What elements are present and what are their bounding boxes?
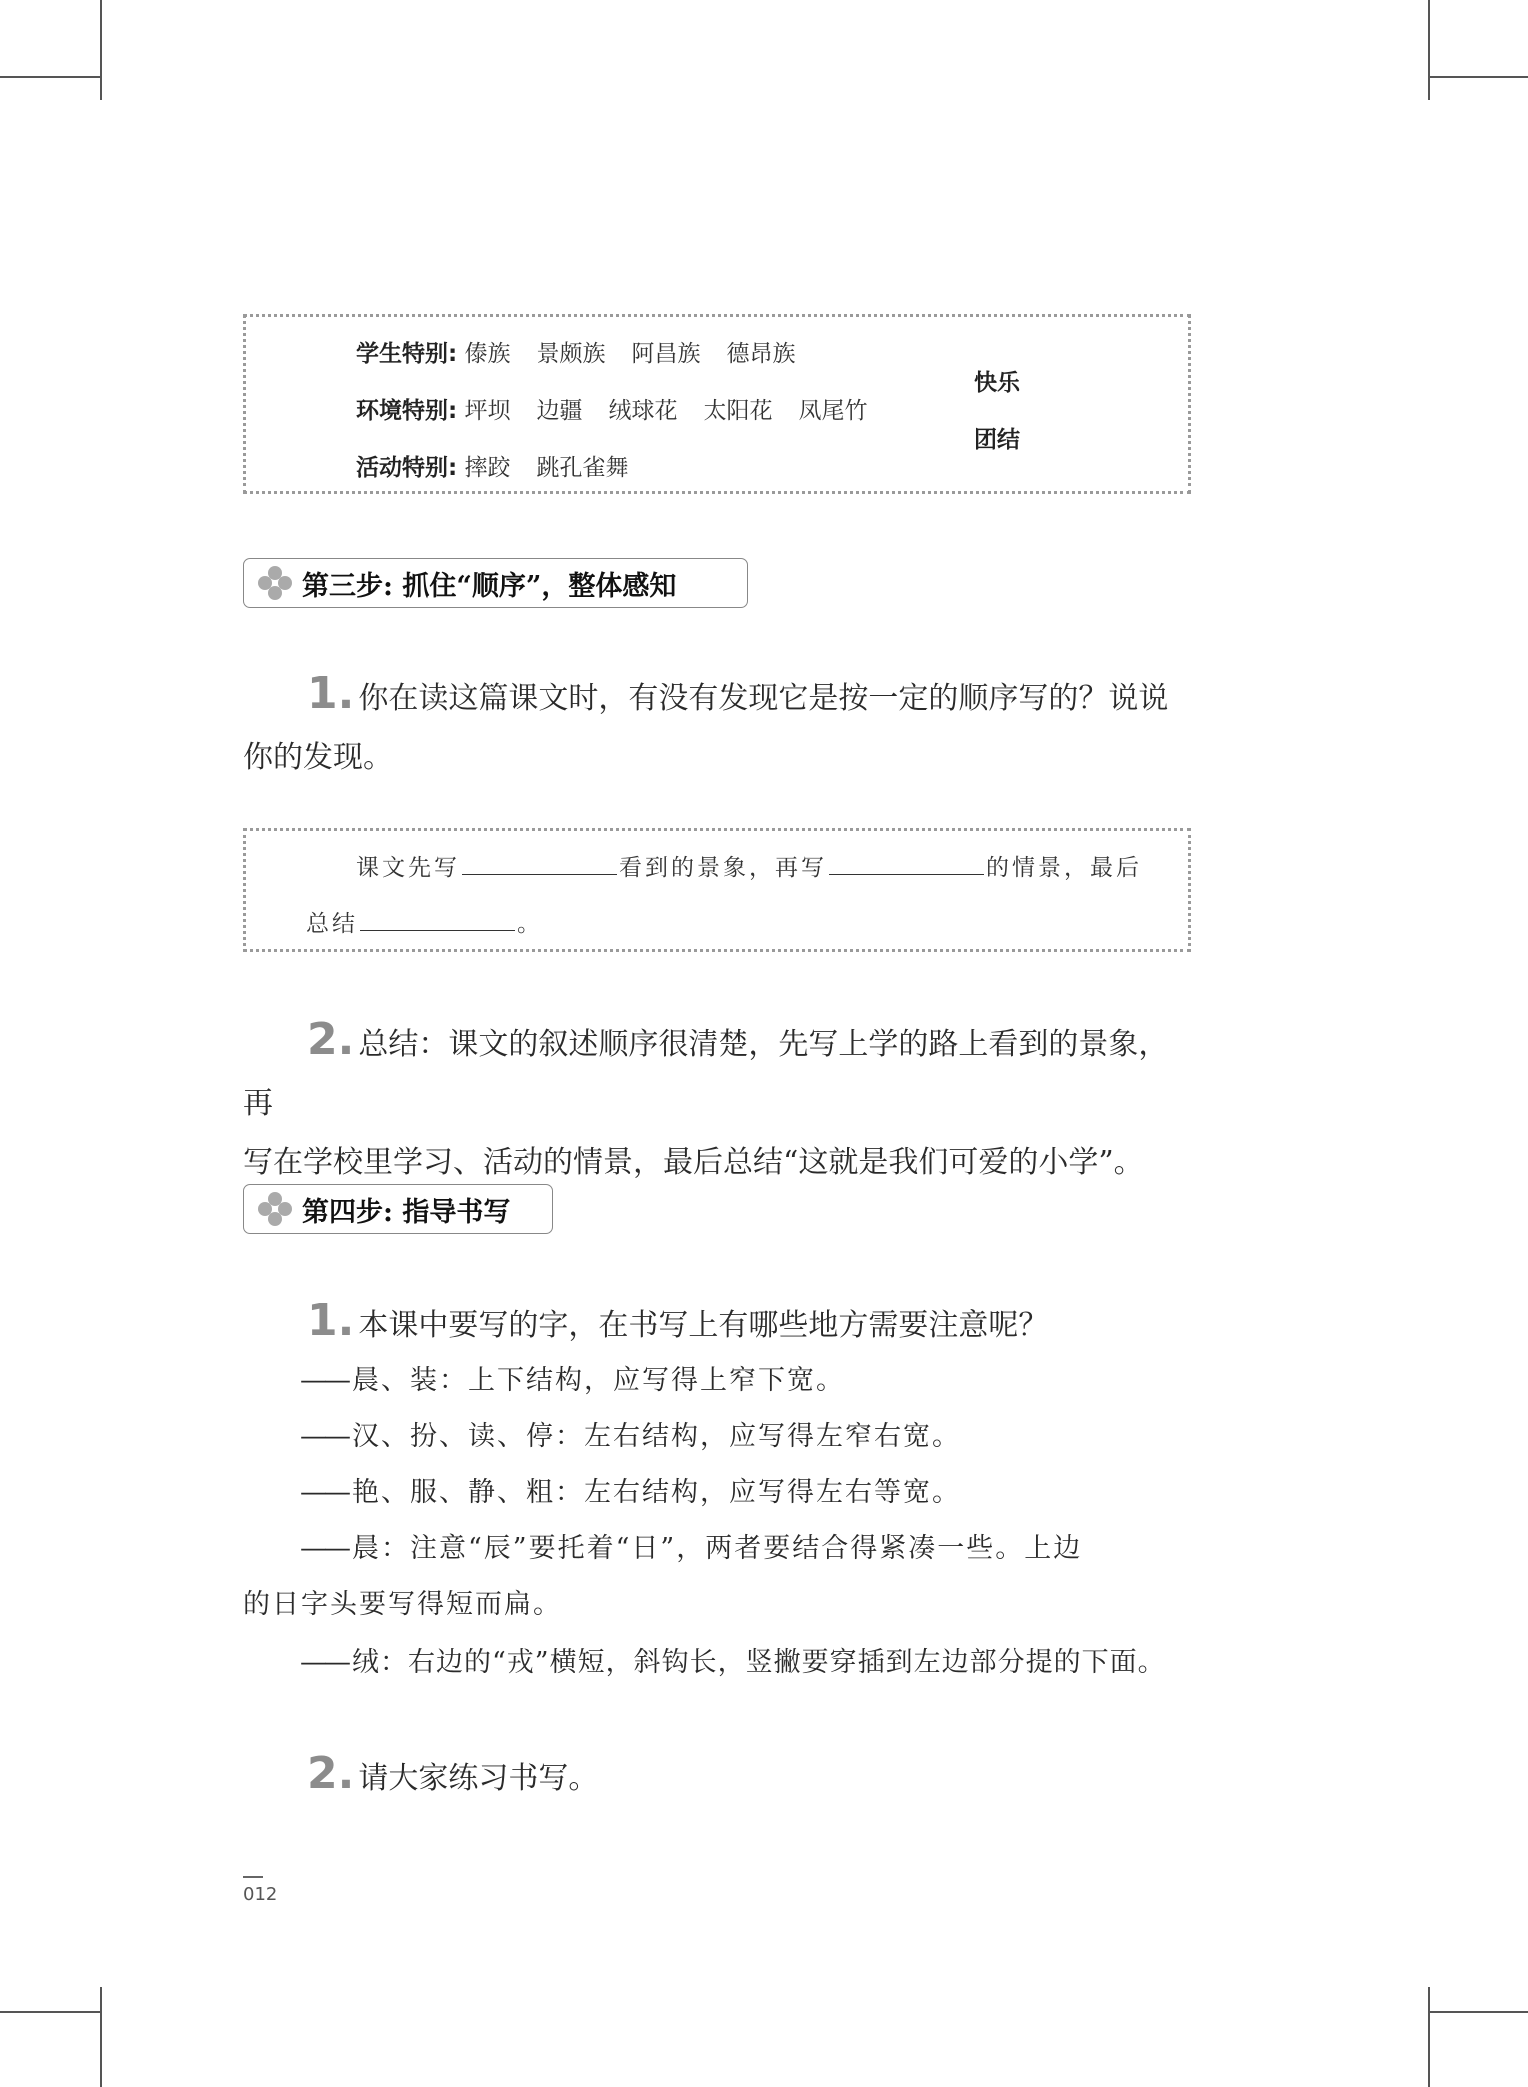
step3-question-2: 2. 总结：课文的叙述顺序很清楚，先写上学的路上看到的景象，再 写在学校里学习、活动的情景，最后总结“这就是我们可爱的小学”。 xyxy=(243,1014,1169,1180)
writing-note: —— 艳、服、静、粗：左右结构，应写得左右等宽。 xyxy=(300,1477,961,1508)
crop-mark xyxy=(1428,2011,1528,2013)
features-box xyxy=(243,314,1191,494)
writing-note: —— 汉、扮、读、停：左右结构，应写得左窄右宽。 xyxy=(300,1421,961,1452)
writing-note-continued: 的日字头要写得短而扁。 xyxy=(243,1589,562,1620)
step3-title: 第三步: 抓住“顺序”，整体感知 xyxy=(302,570,677,602)
step4-question-1: 1. 本课中要写的字，在书写上有哪些地方需要注意呢？ xyxy=(307,1295,1049,1346)
crop-mark xyxy=(100,0,102,100)
page-number-rule xyxy=(243,1876,263,1878)
page-number: 012 xyxy=(243,1884,278,1905)
flower-icon xyxy=(258,1192,292,1226)
fill-in-box xyxy=(243,828,1191,952)
step4-question-2: 2. 请大家练习书写。 xyxy=(307,1748,599,1799)
step4-header xyxy=(243,1184,553,1234)
fill-in-line-2: 总结 。 xyxy=(306,905,543,938)
blank-3[interactable] xyxy=(360,906,515,931)
crop-mark xyxy=(1428,0,1430,100)
step3-header xyxy=(243,558,748,608)
crop-mark xyxy=(1428,76,1528,78)
blank-2[interactable] xyxy=(829,850,984,875)
blank-1[interactable] xyxy=(462,850,617,875)
crop-mark xyxy=(100,1987,102,2087)
feature-row-activities: 活动特别: 摔跤 跳孔雀舞 xyxy=(356,455,629,481)
crop-mark xyxy=(0,2011,100,2013)
feature-row-students: 学生特别: 傣族 景颇族 阿昌族 德昂族 xyxy=(356,341,796,367)
crop-mark xyxy=(1428,1987,1430,2087)
feature-tag-unity: 团结 xyxy=(974,427,1020,453)
flower-icon xyxy=(258,566,292,600)
step3-question-1: 1. 你在读这篇课文时，有没有发现它是按一定的顺序写的？说说 你的发现。 xyxy=(243,668,1169,775)
writing-note: —— 晨、装：上下结构，应写得上窄下宽。 xyxy=(300,1365,845,1396)
writing-note: —— 晨：注意“辰”要托着“日”，两者要结合得紧凑一些。上边 xyxy=(300,1533,1083,1564)
feature-tag-happy: 快乐 xyxy=(974,370,1020,396)
writing-note: —— 绒：右边的“戎”横短，斜钩长，竖撇要穿插到左边部分提的下面。 xyxy=(300,1647,1166,1678)
feature-row-environment: 环境特别: 坪坝 边疆 绒球花 太阳花 凤尾竹 xyxy=(356,398,868,424)
crop-mark xyxy=(0,76,100,78)
fill-in-line-1: 课文先写 看到的景象，再写 的情景，最后 xyxy=(356,849,1142,882)
step4-title: 第四步: 指导书写 xyxy=(302,1196,511,1228)
